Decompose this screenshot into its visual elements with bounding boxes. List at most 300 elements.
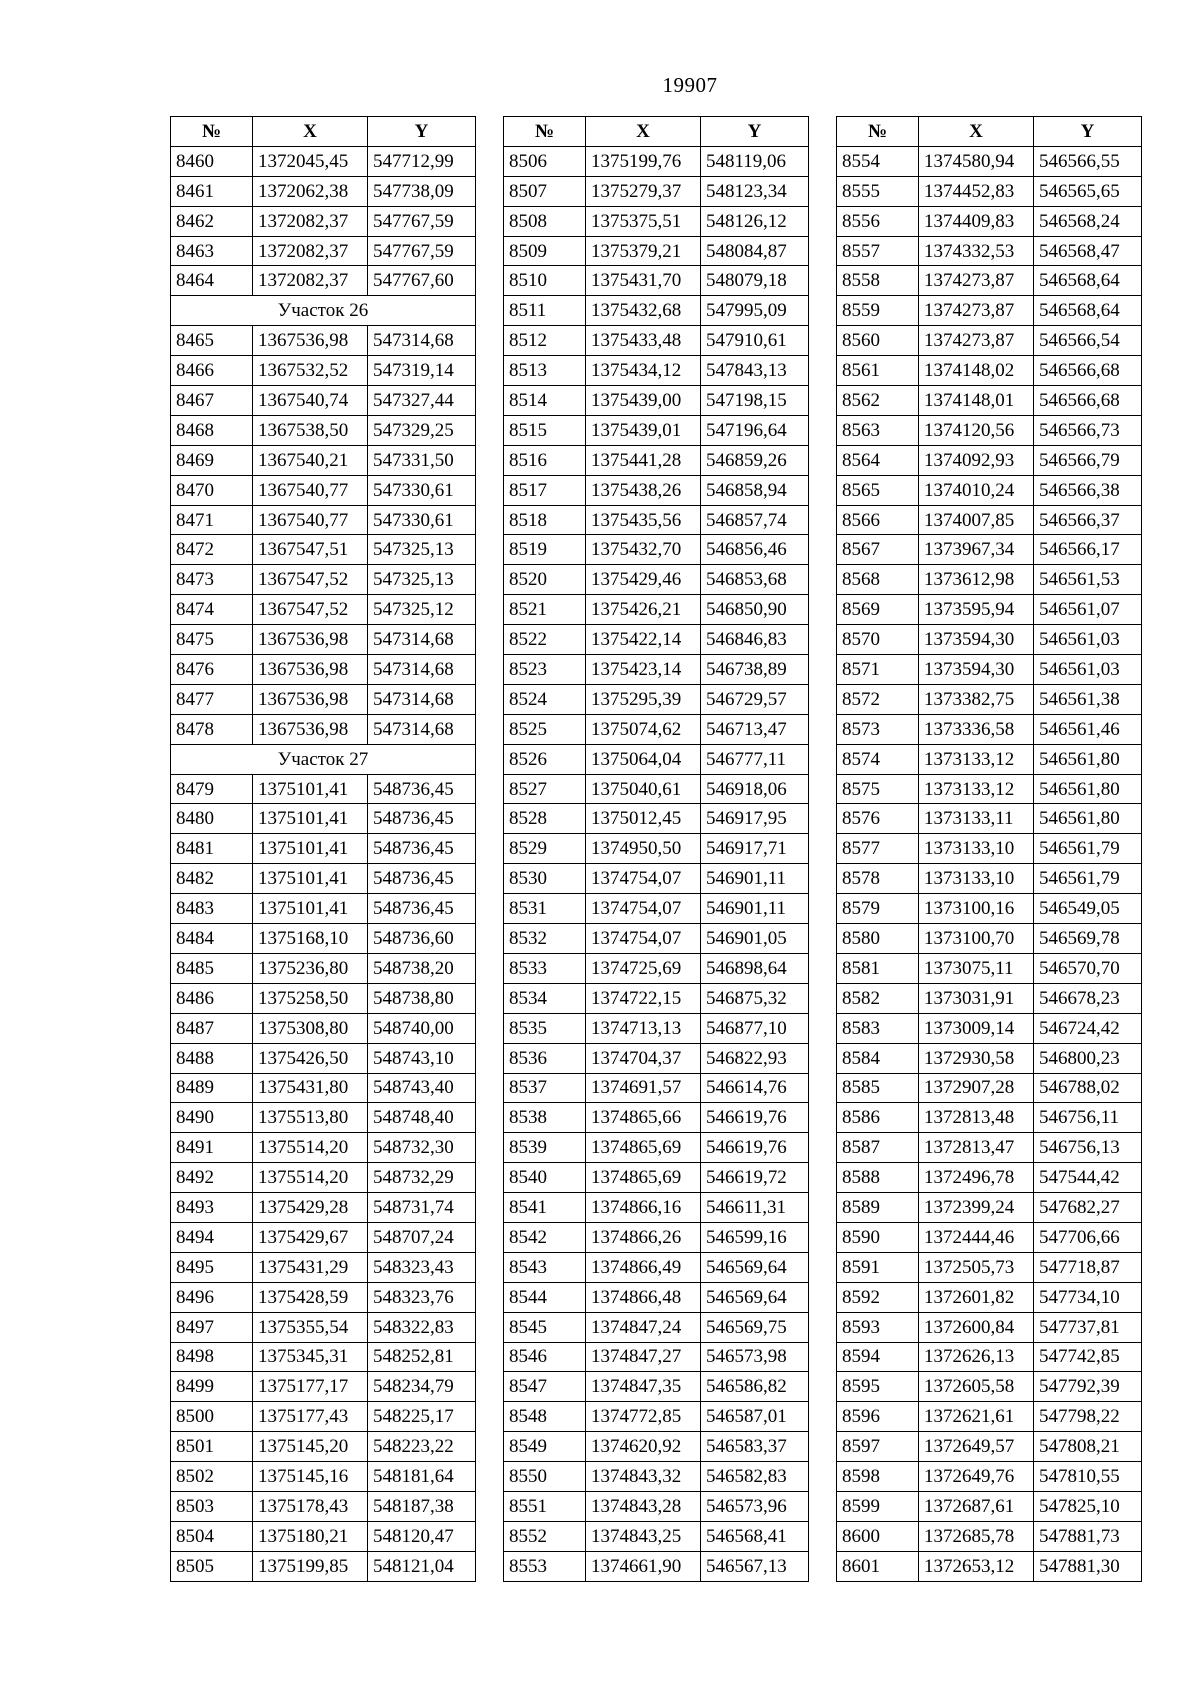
table-row (837, 1252, 1142, 1282)
point-number-cell: 8546 (504, 1342, 586, 1372)
table-row (504, 1521, 809, 1551)
point-number-cell: 8462 (171, 206, 253, 236)
y-coordinate-cell: 546566,68 (1034, 386, 1142, 416)
point-number-cell: 8472 (171, 535, 253, 565)
y-coordinate-cell: 548223,22 (368, 1432, 476, 1462)
table-row (504, 1073, 809, 1103)
x-coordinate-cell: 1375513,80 (253, 1103, 368, 1133)
table-row (504, 505, 809, 535)
y-coordinate-cell: 548120,47 (368, 1521, 476, 1551)
y-coordinate-cell: 546561,38 (1034, 684, 1142, 714)
x-coordinate-cell: 1372687,61 (919, 1491, 1034, 1521)
y-coordinate-cell: 546619,76 (701, 1103, 809, 1133)
y-coordinate-cell: 546614,76 (701, 1073, 809, 1103)
point-number-cell: 8528 (504, 804, 586, 834)
x-coordinate-cell: 1375101,41 (253, 894, 368, 924)
table-row (171, 655, 476, 685)
x-coordinate-cell: 1373133,11 (919, 804, 1034, 834)
point-number-cell: 8538 (504, 1103, 586, 1133)
y-coordinate-cell: 547738,09 (368, 176, 476, 206)
y-coordinate-cell: 546587,01 (701, 1402, 809, 1432)
point-number-cell: 8541 (504, 1193, 586, 1223)
point-number-cell: 8557 (837, 236, 919, 266)
x-coordinate-cell: 1375431,70 (586, 266, 701, 296)
y-coordinate-cell: 546561,46 (1034, 714, 1142, 744)
header-y: Y (1034, 117, 1142, 147)
x-coordinate-cell: 1373967,34 (919, 535, 1034, 565)
point-number-cell: 8461 (171, 176, 253, 206)
y-coordinate-cell: 546713,47 (701, 714, 809, 744)
table-row (837, 326, 1142, 356)
y-coordinate-cell: 547314,68 (368, 326, 476, 356)
x-coordinate-cell: 1375426,21 (586, 595, 701, 625)
section-title: Участок 27 (171, 744, 476, 774)
y-coordinate-cell: 546566,54 (1034, 326, 1142, 356)
y-coordinate-cell: 546568,41 (701, 1521, 809, 1551)
x-coordinate-cell: 1374120,56 (919, 415, 1034, 445)
point-number-cell: 8544 (504, 1282, 586, 1312)
table-row (171, 565, 476, 595)
y-coordinate-cell: 548738,80 (368, 983, 476, 1013)
point-number-cell: 8556 (837, 206, 919, 236)
point-number-cell: 8532 (504, 924, 586, 954)
x-coordinate-cell: 1374722,15 (586, 983, 701, 1013)
x-coordinate-cell: 1373075,11 (919, 953, 1034, 983)
point-number-cell: 8579 (837, 894, 919, 924)
point-number-cell: 8484 (171, 924, 253, 954)
table-row (171, 475, 476, 505)
table-row (837, 445, 1142, 475)
point-number-cell: 8516 (504, 445, 586, 475)
x-coordinate-cell: 1375431,29 (253, 1252, 368, 1282)
point-number-cell: 8573 (837, 714, 919, 744)
x-coordinate-cell: 1374754,07 (586, 894, 701, 924)
y-coordinate-cell: 547198,15 (701, 386, 809, 416)
x-coordinate-cell: 1375355,54 (253, 1312, 368, 1342)
point-number-cell: 8598 (837, 1462, 919, 1492)
y-coordinate-cell: 548079,18 (701, 266, 809, 296)
y-coordinate-cell: 548743,40 (368, 1073, 476, 1103)
point-number-cell: 8536 (504, 1043, 586, 1073)
table-row (837, 176, 1142, 206)
y-coordinate-cell: 546566,73 (1034, 415, 1142, 445)
x-coordinate-cell: 1374865,69 (586, 1163, 701, 1193)
point-number-cell: 8571 (837, 655, 919, 685)
y-coordinate-cell: 546901,05 (701, 924, 809, 954)
point-number-cell: 8551 (504, 1491, 586, 1521)
x-coordinate-cell: 1375432,70 (586, 535, 701, 565)
table-header-row (171, 117, 476, 147)
point-number-cell: 8487 (171, 1013, 253, 1043)
y-coordinate-cell: 546756,11 (1034, 1103, 1142, 1133)
point-number-cell: 8522 (504, 625, 586, 655)
y-coordinate-cell: 546877,10 (701, 1013, 809, 1043)
table-row (837, 804, 1142, 834)
x-coordinate-cell: 1374772,85 (586, 1402, 701, 1432)
y-coordinate-cell: 547810,55 (1034, 1462, 1142, 1492)
x-coordinate-cell: 1372930,58 (919, 1043, 1034, 1073)
x-coordinate-cell: 1373594,30 (919, 655, 1034, 685)
y-coordinate-cell: 546853,68 (701, 565, 809, 595)
y-coordinate-cell: 546619,72 (701, 1163, 809, 1193)
y-coordinate-cell: 548119,06 (701, 146, 809, 176)
x-coordinate-cell: 1375426,50 (253, 1043, 368, 1073)
x-coordinate-cell: 1375375,51 (586, 206, 701, 236)
x-coordinate-cell: 1374950,50 (586, 834, 701, 864)
y-coordinate-cell: 546566,55 (1034, 146, 1142, 176)
table-row (837, 535, 1142, 565)
y-coordinate-cell: 546875,32 (701, 983, 809, 1013)
table-row (837, 505, 1142, 535)
table-row (171, 714, 476, 744)
point-number-cell: 8555 (837, 176, 919, 206)
point-number-cell: 8520 (504, 565, 586, 595)
point-number-cell: 8545 (504, 1312, 586, 1342)
point-number-cell: 8514 (504, 386, 586, 416)
y-coordinate-cell: 546918,06 (701, 774, 809, 804)
x-coordinate-cell: 1374092,93 (919, 445, 1034, 475)
table-row (171, 1282, 476, 1312)
y-coordinate-cell: 547767,60 (368, 266, 476, 296)
point-number-cell: 8581 (837, 953, 919, 983)
y-coordinate-cell: 548736,45 (368, 774, 476, 804)
y-coordinate-cell: 546566,79 (1034, 445, 1142, 475)
y-coordinate-cell: 548738,20 (368, 953, 476, 983)
y-coordinate-cell: 548126,12 (701, 206, 809, 236)
point-number-cell: 8565 (837, 475, 919, 505)
x-coordinate-cell: 1375438,26 (586, 475, 701, 505)
y-coordinate-cell: 547329,25 (368, 415, 476, 445)
table-row (504, 146, 809, 176)
point-number-cell: 8595 (837, 1372, 919, 1402)
x-coordinate-cell: 1375441,28 (586, 445, 701, 475)
table-row (504, 625, 809, 655)
x-coordinate-cell: 1374691,57 (586, 1073, 701, 1103)
table-row (837, 774, 1142, 804)
y-coordinate-cell: 547843,13 (701, 356, 809, 386)
y-coordinate-cell: 546570,70 (1034, 953, 1142, 983)
table-header-row (504, 117, 809, 147)
point-number-cell: 8468 (171, 415, 253, 445)
x-coordinate-cell: 1375074,62 (586, 714, 701, 744)
point-number-cell: 8482 (171, 864, 253, 894)
x-coordinate-cell: 1373336,58 (919, 714, 1034, 744)
header-x: X (586, 117, 701, 147)
y-coordinate-cell: 546800,23 (1034, 1043, 1142, 1073)
table-row (171, 1163, 476, 1193)
y-coordinate-cell: 548707,24 (368, 1222, 476, 1252)
x-coordinate-cell: 1372496,78 (919, 1163, 1034, 1193)
y-coordinate-cell: 546568,64 (1034, 296, 1142, 326)
x-coordinate-cell: 1375423,14 (586, 655, 701, 685)
y-coordinate-cell: 546901,11 (701, 894, 809, 924)
point-number-cell: 8533 (504, 953, 586, 983)
x-coordinate-cell: 1375422,14 (586, 625, 701, 655)
y-coordinate-cell: 546549,05 (1034, 894, 1142, 924)
table-row (837, 266, 1142, 296)
table-row (171, 1013, 476, 1043)
table-row (837, 1372, 1142, 1402)
point-number-cell: 8504 (171, 1521, 253, 1551)
x-coordinate-cell: 1372082,37 (253, 266, 368, 296)
y-coordinate-cell: 546858,94 (701, 475, 809, 505)
y-coordinate-cell: 546561,79 (1034, 834, 1142, 864)
x-coordinate-cell: 1372062,38 (253, 176, 368, 206)
y-coordinate-cell: 546566,17 (1034, 535, 1142, 565)
coordinates-table-1 (170, 116, 476, 1582)
table-row (171, 834, 476, 864)
y-coordinate-cell: 546566,68 (1034, 356, 1142, 386)
table-row (837, 1103, 1142, 1133)
point-number-cell: 8508 (504, 206, 586, 236)
table-row (504, 176, 809, 206)
x-coordinate-cell: 1375431,80 (253, 1073, 368, 1103)
y-coordinate-cell: 548743,10 (368, 1043, 476, 1073)
x-coordinate-cell: 1372813,47 (919, 1133, 1034, 1163)
point-number-cell: 8548 (504, 1402, 586, 1432)
y-coordinate-cell: 546567,13 (701, 1551, 809, 1581)
table-row (171, 1402, 476, 1432)
y-coordinate-cell: 548187,38 (368, 1491, 476, 1521)
y-coordinate-cell: 548736,45 (368, 894, 476, 924)
section-row (171, 296, 476, 326)
x-coordinate-cell: 1375101,41 (253, 804, 368, 834)
table-row (504, 1103, 809, 1133)
y-coordinate-cell: 546917,95 (701, 804, 809, 834)
x-coordinate-cell: 1374452,83 (919, 176, 1034, 206)
table-row (171, 206, 476, 236)
y-coordinate-cell: 547742,85 (1034, 1342, 1142, 1372)
x-coordinate-cell: 1367540,77 (253, 475, 368, 505)
point-number-cell: 8505 (171, 1551, 253, 1581)
y-coordinate-cell: 546583,37 (701, 1432, 809, 1462)
x-coordinate-cell: 1375177,17 (253, 1372, 368, 1402)
y-coordinate-cell: 546822,93 (701, 1043, 809, 1073)
point-number-cell: 8592 (837, 1282, 919, 1312)
table-row (837, 625, 1142, 655)
table-row (837, 1282, 1142, 1312)
y-coordinate-cell: 546678,23 (1034, 983, 1142, 1013)
x-coordinate-cell: 1367547,52 (253, 595, 368, 625)
y-coordinate-cell: 547327,44 (368, 386, 476, 416)
x-coordinate-cell: 1375429,28 (253, 1193, 368, 1223)
point-number-cell: 8600 (837, 1521, 919, 1551)
x-coordinate-cell: 1373133,12 (919, 774, 1034, 804)
y-coordinate-cell: 546561,79 (1034, 864, 1142, 894)
table-row (504, 924, 809, 954)
y-coordinate-cell: 546573,96 (701, 1491, 809, 1521)
point-number-cell: 8529 (504, 834, 586, 864)
point-number-cell: 8465 (171, 326, 253, 356)
x-coordinate-cell: 1372601,82 (919, 1282, 1034, 1312)
table-row (837, 206, 1142, 236)
table-row (837, 1312, 1142, 1342)
y-coordinate-cell: 547544,42 (1034, 1163, 1142, 1193)
point-number-cell: 8560 (837, 326, 919, 356)
point-number-cell: 8561 (837, 356, 919, 386)
point-number-cell: 8601 (837, 1551, 919, 1581)
x-coordinate-cell: 1375101,41 (253, 864, 368, 894)
x-coordinate-cell: 1367538,50 (253, 415, 368, 445)
point-number-cell: 8574 (837, 744, 919, 774)
point-number-cell: 8584 (837, 1043, 919, 1073)
point-number-cell: 8492 (171, 1163, 253, 1193)
point-number-cell: 8503 (171, 1491, 253, 1521)
table-row (504, 266, 809, 296)
point-number-cell: 8566 (837, 505, 919, 535)
header-number: № (504, 117, 586, 147)
y-coordinate-cell: 546738,89 (701, 655, 809, 685)
table-row (171, 1521, 476, 1551)
y-coordinate-cell: 547314,68 (368, 655, 476, 685)
table-row (171, 1252, 476, 1282)
y-coordinate-cell: 546568,47 (1034, 236, 1142, 266)
x-coordinate-cell: 1375308,80 (253, 1013, 368, 1043)
table-row (837, 1163, 1142, 1193)
point-number-cell: 8469 (171, 445, 253, 475)
y-coordinate-cell: 547314,68 (368, 625, 476, 655)
point-number-cell: 8483 (171, 894, 253, 924)
x-coordinate-cell: 1375433,48 (586, 326, 701, 356)
table-row (171, 386, 476, 416)
point-number-cell: 8577 (837, 834, 919, 864)
table-row (171, 924, 476, 954)
point-number-cell: 8596 (837, 1402, 919, 1432)
x-coordinate-cell: 1375064,04 (586, 744, 701, 774)
x-coordinate-cell: 1375199,76 (586, 146, 701, 176)
y-coordinate-cell: 546566,37 (1034, 505, 1142, 535)
table-row (837, 1432, 1142, 1462)
table-row (171, 1043, 476, 1073)
y-coordinate-cell: 547706,66 (1034, 1222, 1142, 1252)
point-number-cell: 8475 (171, 625, 253, 655)
point-number-cell: 8549 (504, 1432, 586, 1462)
x-coordinate-cell: 1374332,53 (919, 236, 1034, 266)
point-number-cell: 8576 (837, 804, 919, 834)
point-number-cell: 8477 (171, 684, 253, 714)
x-coordinate-cell: 1374010,24 (919, 475, 1034, 505)
table-row (504, 1282, 809, 1312)
table-row (171, 1551, 476, 1581)
point-number-cell: 8597 (837, 1432, 919, 1462)
point-number-cell: 8509 (504, 236, 586, 266)
table-row (504, 1551, 809, 1581)
x-coordinate-cell: 1372813,48 (919, 1103, 1034, 1133)
point-number-cell: 8582 (837, 983, 919, 1013)
y-coordinate-cell: 546561,03 (1034, 655, 1142, 685)
point-number-cell: 8587 (837, 1133, 919, 1163)
y-coordinate-cell: 546561,07 (1034, 595, 1142, 625)
table-row (504, 655, 809, 685)
x-coordinate-cell: 1373382,75 (919, 684, 1034, 714)
point-number-cell: 8519 (504, 535, 586, 565)
table-row (504, 1163, 809, 1193)
table-row (171, 1222, 476, 1252)
point-number-cell: 8497 (171, 1312, 253, 1342)
point-number-cell: 8590 (837, 1222, 919, 1252)
table-row (837, 864, 1142, 894)
point-number-cell: 8496 (171, 1282, 253, 1312)
y-coordinate-cell: 546561,80 (1034, 744, 1142, 774)
y-coordinate-cell: 546611,31 (701, 1193, 809, 1223)
x-coordinate-cell: 1375145,16 (253, 1462, 368, 1492)
point-number-cell: 8542 (504, 1222, 586, 1252)
table-row (504, 1222, 809, 1252)
table-row (504, 744, 809, 774)
point-number-cell: 8547 (504, 1372, 586, 1402)
x-coordinate-cell: 1375439,01 (586, 415, 701, 445)
y-coordinate-cell: 548736,60 (368, 924, 476, 954)
y-coordinate-cell: 547314,68 (368, 684, 476, 714)
y-coordinate-cell: 547325,13 (368, 565, 476, 595)
table-row (504, 326, 809, 356)
table-row (837, 236, 1142, 266)
x-coordinate-cell: 1367536,98 (253, 714, 368, 744)
table-row (504, 894, 809, 924)
table-row (171, 1342, 476, 1372)
table-row (837, 146, 1142, 176)
x-coordinate-cell: 1374620,92 (586, 1432, 701, 1462)
y-coordinate-cell: 546582,83 (701, 1462, 809, 1492)
point-number-cell: 8531 (504, 894, 586, 924)
y-coordinate-cell: 546566,38 (1034, 475, 1142, 505)
x-coordinate-cell: 1375012,45 (586, 804, 701, 834)
table-row (171, 774, 476, 804)
x-coordinate-cell: 1374704,37 (586, 1043, 701, 1073)
y-coordinate-cell: 548121,04 (368, 1551, 476, 1581)
x-coordinate-cell: 1375168,10 (253, 924, 368, 954)
y-coordinate-cell: 548736,45 (368, 834, 476, 864)
y-coordinate-cell: 546619,76 (701, 1133, 809, 1163)
point-number-cell: 8494 (171, 1222, 253, 1252)
point-number-cell: 8537 (504, 1073, 586, 1103)
table-row (504, 834, 809, 864)
table-row (504, 1491, 809, 1521)
table-row (504, 1342, 809, 1372)
table-row (504, 714, 809, 744)
y-coordinate-cell: 548736,45 (368, 804, 476, 834)
x-coordinate-cell: 1375429,67 (253, 1222, 368, 1252)
x-coordinate-cell: 1367547,52 (253, 565, 368, 595)
table-row (171, 445, 476, 475)
x-coordinate-cell: 1375180,21 (253, 1521, 368, 1551)
point-number-cell: 8512 (504, 326, 586, 356)
y-coordinate-cell: 548323,43 (368, 1252, 476, 1282)
table-row (504, 1252, 809, 1282)
table-row (837, 1491, 1142, 1521)
x-coordinate-cell: 1372605,58 (919, 1372, 1034, 1402)
y-coordinate-cell: 546856,46 (701, 535, 809, 565)
table-row (837, 1073, 1142, 1103)
point-number-cell: 8559 (837, 296, 919, 326)
point-number-cell: 8578 (837, 864, 919, 894)
point-number-cell: 8527 (504, 774, 586, 804)
x-coordinate-cell: 1373100,70 (919, 924, 1034, 954)
point-number-cell: 8485 (171, 953, 253, 983)
point-number-cell: 8467 (171, 386, 253, 416)
y-coordinate-cell: 546857,74 (701, 505, 809, 535)
table-row (504, 475, 809, 505)
table-row (504, 1402, 809, 1432)
table-row (504, 415, 809, 445)
table-row (171, 535, 476, 565)
table-row (837, 565, 1142, 595)
point-number-cell: 8594 (837, 1342, 919, 1372)
point-number-cell: 8570 (837, 625, 919, 655)
x-coordinate-cell: 1374273,87 (919, 326, 1034, 356)
point-number-cell: 8473 (171, 565, 253, 595)
table-row (837, 834, 1142, 864)
